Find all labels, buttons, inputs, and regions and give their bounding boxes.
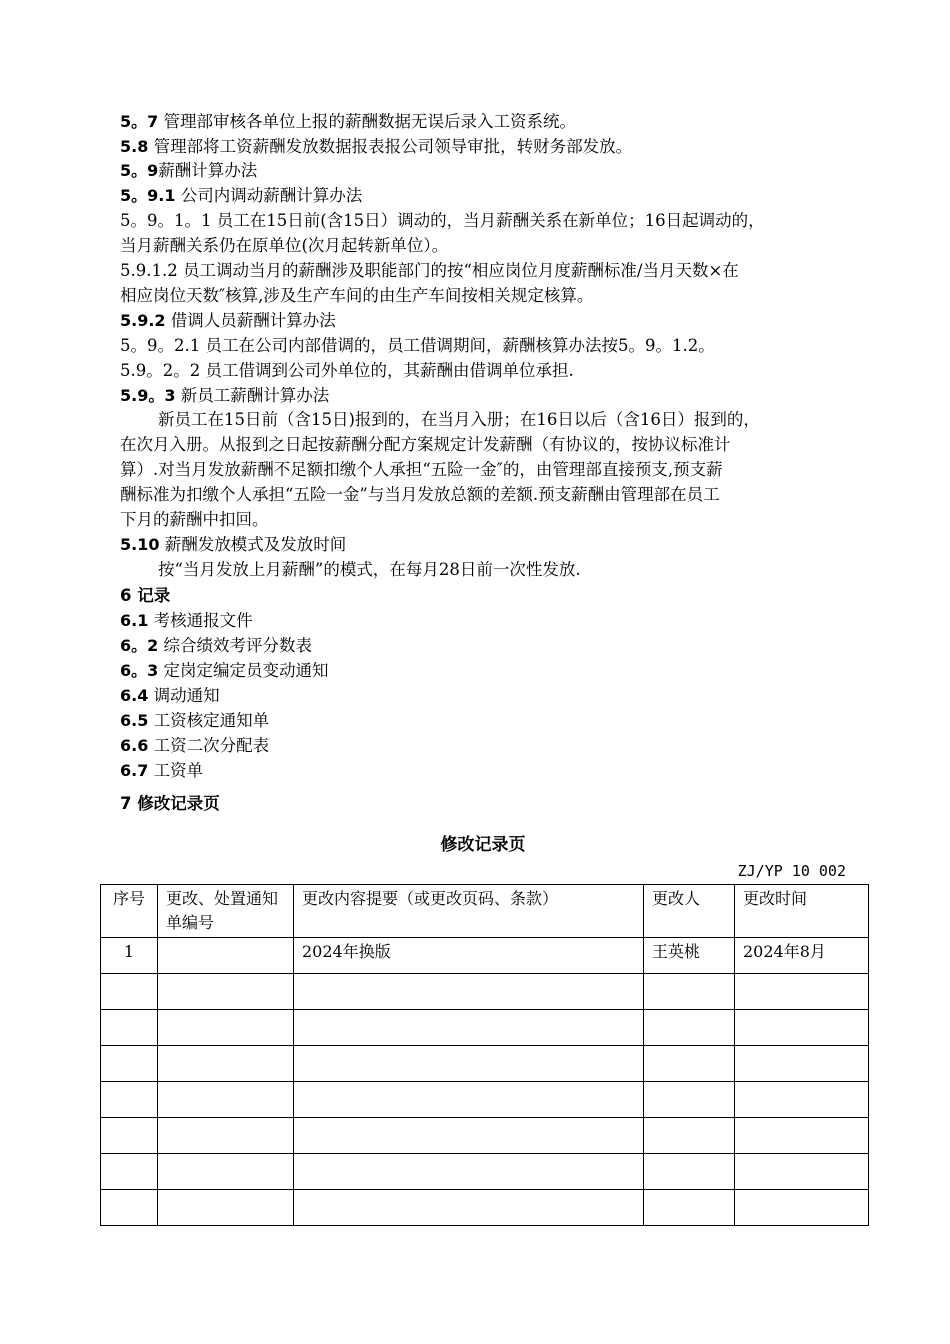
cell-seq: 1 [101,938,158,974]
header-seq: 序号 [101,885,158,938]
cell-change-summary [294,1118,644,1154]
cell-notice-no [158,1046,294,1082]
cell-notice-no [158,1082,294,1118]
clause-5-9-1-1-line1: 5。9。1。1 员工在15日前(含15日）调动的，当月薪酬关系在新单位；16日起调动的， [120,211,765,230]
cell-changer [644,1046,735,1082]
clause-5-9-1-1-line2: 当月薪酬关系仍在原单位(次月起转新单位）。 [120,236,449,255]
header-notice-no: 更改、处置通知单编号 [158,885,294,938]
record-6-1: 6.1 考核通报文件 [120,611,253,630]
clause-5-9-2-1: 5。9。2.1 员工在公司内部借调的，员工借调期间，薪酬核算办法按5。9。1.2。 [120,336,715,355]
header-changer: 更改人 [644,885,735,938]
table-title: 修改记录页 [440,835,526,855]
cell-change-summary [294,1190,644,1226]
cell-notice-no [158,1010,294,1046]
section-7-heading: 7 修改记录页 [120,794,220,813]
table-row [101,1010,869,1046]
cell-changer [644,1154,735,1190]
cell-change-time [735,1190,869,1226]
clause-5-9: 5。9薪酬计算办法 [120,161,258,180]
document-number: ZJ/YP 10 002 [737,862,846,880]
cell-notice-no [158,974,294,1010]
record-6-4: 6.4 调动通知 [120,686,220,705]
header-change-time: 更改时间 [735,885,869,938]
table-row [101,1082,869,1118]
cell-change-time [735,974,869,1010]
cell-notice-no [158,938,294,974]
cell-change-summary [294,974,644,1010]
clause-5-9-2: 5.9.2 借调人员薪酬计算办法 [120,311,336,330]
cell-seq [101,1118,158,1154]
cell-notice-no [158,1154,294,1190]
cell-change-summary [294,1082,644,1118]
header-change-summary: 更改内容提要（或更改页码、条款） [294,885,644,938]
cell-notice-no [158,1118,294,1154]
table-header-row [101,885,869,938]
record-6-7: 6.7 工资单 [120,761,204,780]
cell-change-summary: 2024年换版 [294,938,644,974]
record-6-6: 6.6 工资二次分配表 [120,736,270,755]
cell-changer [644,1118,735,1154]
cell-changer [644,1190,735,1226]
table-row [101,1046,869,1082]
cell-change-summary [294,1154,644,1190]
revision-record-table [100,884,869,1226]
cell-change-time [735,1046,869,1082]
new-employee-para-line1: 新员工在15日前（含15日)报到的，在当月入册；在16日以后（含16日）报到的， [158,410,760,429]
table-row [101,938,869,974]
clause-5-10: 5.10 薪酬发放模式及发放时间 [120,535,347,554]
cell-seq [101,1082,158,1118]
record-6-5: 6.5 工资核定通知单 [120,711,270,730]
cell-changer [644,974,735,1010]
table-row [101,974,869,1010]
cell-change-time [735,1154,869,1190]
cell-seq [101,1190,158,1226]
cell-changer [644,1010,735,1046]
clause-5-9-1: 5。9.1 公司内调动薪酬计算办法 [120,186,363,205]
cell-changer [644,1082,735,1118]
section-6-heading: 6 记录 [120,586,171,605]
new-employee-para-line5: 下月的薪酬中扣回。 [120,510,269,529]
cell-notice-no [158,1190,294,1226]
clause-5-9-3: 5.9。3 新员工薪酬计算办法 [120,386,330,405]
cell-change-time [735,1010,869,1046]
clause-5-9-1-2-line2: 相应岗位天数″核算,涉及生产车间的由生产车间按相关规定核算。 [120,286,594,305]
clause-5-7: 5。7 管理部审核各单位上报的薪酬数据无误后录入工资系统。 [120,112,577,131]
cell-seq [101,1010,158,1046]
cell-changer: 王英桃 [644,938,735,974]
clause-5-9-1-2-line1: 5.9.1.2 员工调动当月的薪酬涉及职能部门的按“相应岗位月度薪酬标准/当月天数×在 [120,261,739,280]
record-6-2: 6。2 综合绩效考评分数表 [120,636,313,655]
cell-change-time: 2024年8月 [735,938,869,974]
payment-mode-para: 按“当月发放上月薪酬”的模式，在每月28日前一次性发放. [158,560,581,579]
cell-change-summary [294,1010,644,1046]
new-employee-para-line3: 算）.对当月发放薪酬不足额扣缴个人承担“五险一金″的，由管理部直接预支,预支薪 [120,460,723,479]
new-employee-para-line2: 在次月入册。从报到之日起按薪酬分配方案规定计发薪酬（有协议的，按协议标准计 [120,435,731,454]
clause-5-9-2-2: 5.9。2。2 员工借调到公司外单位的，其薪酬由借调单位承担. [120,361,574,380]
new-employee-para-line4: 酬标准为扣缴个人承担“五险一金”与当月发放总额的差额.预支薪酬由管理部在员工 [120,485,720,504]
table-row [101,1190,869,1226]
cell-change-time [735,1082,869,1118]
cell-change-summary [294,1046,644,1082]
cell-seq [101,1046,158,1082]
clause-5-8: 5.8 管理部将工资薪酬发放数据报表报公司领导审批，转财务部发放。 [120,137,633,156]
cell-change-time [735,1118,869,1154]
record-6-3: 6。3 定岗定编定员变动通知 [120,661,329,680]
table-row [101,1118,869,1154]
cell-seq [101,974,158,1010]
cell-seq [101,1154,158,1190]
table-row [101,1154,869,1190]
